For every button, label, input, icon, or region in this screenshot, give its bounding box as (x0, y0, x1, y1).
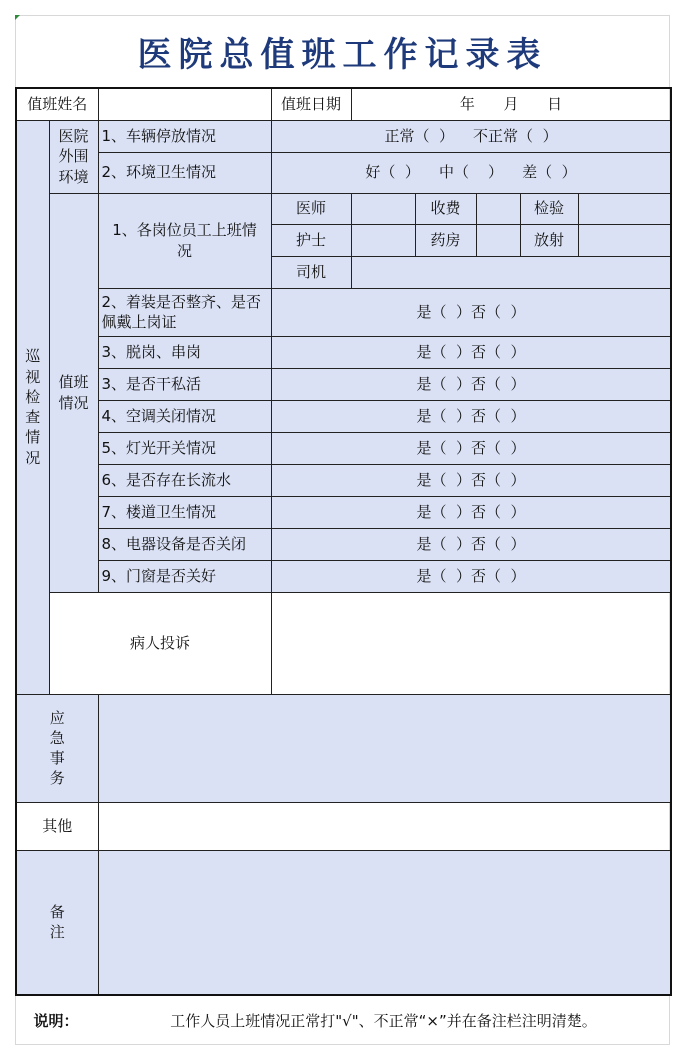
table-row (16, 120, 671, 152)
item-text: 8、电器设备是否关闭 (98, 528, 271, 560)
item-options[interactable]: 正常（ ） 不正常（ ） (271, 120, 671, 152)
table-row (16, 368, 671, 400)
item-options[interactable]: 好（ ） 中（ ） 差（ ） (271, 152, 671, 193)
date-field[interactable]: 年 月 日 (351, 88, 671, 120)
header-row (16, 88, 671, 120)
date-label: 值班日期 (271, 88, 351, 120)
role-lab: 检验 (520, 193, 578, 224)
staff-item-text: 1、各岗位员工上班情况 (98, 193, 271, 288)
item-options[interactable]: 是（ ）否（ ） (271, 432, 671, 464)
role-pharmacy-field[interactable] (476, 224, 520, 256)
remarks-row (16, 850, 671, 995)
item-options[interactable]: 是（ ）否（ ） (271, 464, 671, 496)
remarks-field[interactable] (98, 850, 671, 995)
item-options[interactable]: 是（ ）否（ ） (271, 336, 671, 368)
item-text: 3、脱岗、串岗 (98, 336, 271, 368)
note-bar (15, 995, 670, 1045)
item-text: 4、空调关闭情况 (98, 400, 271, 432)
complaints-field[interactable] (271, 592, 671, 694)
role-doctor-field[interactable] (351, 193, 415, 224)
role-radiology: 放射 (520, 224, 578, 256)
table-row (16, 400, 671, 432)
complaints-row (16, 592, 671, 694)
role-driver-field[interactable] (351, 256, 671, 288)
other-row (16, 802, 671, 850)
table-row (16, 560, 671, 592)
item-text: 7、楼道卫生情况 (98, 496, 271, 528)
complaints-label: 病人投诉 (49, 592, 271, 694)
role-cashier-field[interactable] (476, 193, 520, 224)
emergency-row (16, 694, 671, 802)
role-radiology-field[interactable] (578, 224, 671, 256)
item-options[interactable]: 是（ ）否（ ） (271, 368, 671, 400)
emergency-field[interactable] (98, 694, 671, 802)
table-row (16, 336, 671, 368)
table-row (16, 152, 671, 193)
note-label: 说明： (33, 1011, 79, 1030)
other-label: 其他 (16, 802, 98, 850)
form-title: 医院总值班工作记录表 (137, 34, 548, 75)
role-cashier: 收费 (415, 193, 476, 224)
table-row (16, 464, 671, 496)
other-field[interactable] (98, 802, 671, 850)
item-options[interactable]: 是（ ）否（ ） (271, 560, 671, 592)
role-pharmacy: 药房 (415, 224, 476, 256)
role-nurse-field[interactable] (351, 224, 415, 256)
remarks-label: 备注 (16, 850, 98, 995)
item-options[interactable]: 是（ ）否（ ） (271, 528, 671, 560)
role-doctor: 医师 (271, 193, 351, 224)
item-options[interactable]: 是（ ）否（ ） (271, 496, 671, 528)
note-text: 工作人员上班情况正常打"√"、不正常“×”并在备注栏注明清楚。 (170, 1011, 597, 1030)
name-field[interactable] (98, 88, 271, 120)
role-nurse: 护士 (271, 224, 351, 256)
table-row (16, 288, 671, 336)
table-row (16, 528, 671, 560)
name-label: 值班姓名 (16, 88, 98, 120)
item-options[interactable]: 是（ ）否（ ） (271, 400, 671, 432)
table-row (16, 432, 671, 464)
item-text: 1、车辆停放情况 (98, 120, 271, 152)
table-row (16, 496, 671, 528)
role-driver: 司机 (271, 256, 351, 288)
item-options[interactable]: 是（ ）否（ ） (271, 288, 671, 336)
role-lab-field[interactable] (578, 193, 671, 224)
duty-label: 值班情况 (49, 193, 98, 592)
item-text: 5、灯光开关情况 (98, 432, 271, 464)
emergency-label: 应急事务 (16, 694, 98, 802)
item-text: 2、着装是否整齐、是否佩戴上岗证 (98, 288, 271, 336)
item-text: 6、是否存在长流水 (98, 464, 271, 496)
surroundings-label: 医院外围环境 (49, 120, 98, 193)
item-text: 3、是否干私活 (98, 368, 271, 400)
item-text: 2、环境卫生情况 (98, 152, 271, 193)
patrol-label: 巡视检查情况 (16, 120, 49, 694)
item-text: 9、门窗是否关好 (98, 560, 271, 592)
duty-record-table (15, 87, 672, 996)
table-row (16, 193, 671, 224)
